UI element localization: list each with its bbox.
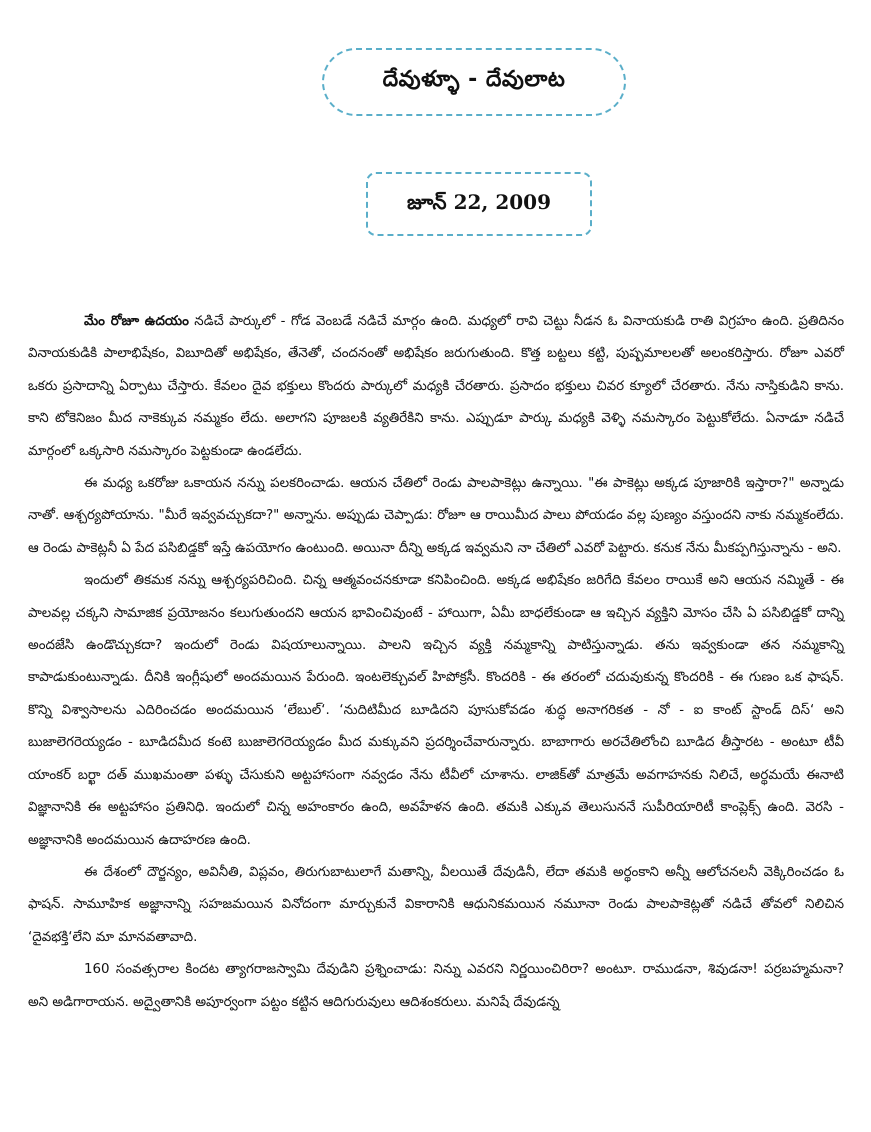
article-body [28, 306, 844, 1019]
title-box [322, 48, 626, 116]
post-date: జూన్ 22, 2009 [407, 189, 551, 214]
paragraph-5: 160 సంవత్సరాల కిందట త్యాగరాజస్వామి దేవుడిని ప్రశ్నించాడు: నిన్ను ఎవరని నిర్ణయించిరిరా? అంటూ. రాముడనా, శివుడనా! పర్రబహ్మమనా? అని అడిగారాయన. అద్వైతానికి అపూర్వంగా పట్టం కట్టిన ఆదిగురువులు ఆదిశంకరులు. మనిషే దేవుడన్న [28, 962, 844, 1010]
date-box [366, 172, 592, 236]
paragraph-3: ఇందులో తికమక నన్ను ఆశ్చర్యపరిచింది. చిన్న ఆత్మవంచనకూడా కనిపించింది. అక్కడ అభిషేకం జరిగేది కేవలం రాయికే అని ఆయన నమ్మితే - ఈ పాలవల్ల చక్కని సామాజిక ప్రయోజనం కలుగుతుందని ఆయన భావించివుంటే - హాయిగా, ఏమీ బాధలేకుండా ఆ ఇచ్చిన వ్యక్తిని మోసం చేసి ఏ పసిబిడ్డకో దాన్ని అందజేసి ఉండొచ్చుకదా? ఇందులో రెండు విషయాలున్నాయి. పాలని ఇచ్చిన వ్యక్తి నమ్మకాన్ని పాటిస్తున్నాడు. తను ఇవ్వకుండా తన నమ్మకాన్ని కాపాడుకుంటున్నాడు. దీనికి ఇంగ్లీషులో అందమయిన పేరుంది. ఇంటలెక్చువల్ హిపోక్రసీ. కొందరికి - ఈ తరంలో చదువుకున్న కొందరికి - ఈ గుణం ఒక ఫాషన్. కొన్ని విశ్వాసాలను ఎదిరించడం అందమయిన ‘లేబుల్‘. ‘నుదిటిమీద బూడిదని పూసుకోవడం శుద్ధ అనాగరికత - నో - ఐ కాంట్ స్టాండ్ దిస్‘ అని బుజాలెగరెయ్యడం - బూడిదమీద కంటె బుజాలెగరెయ్యడం మీద మక్కువని ప్రదర్శించేవారున్నారు. బాబాగారు అరచేతిలోంచి బూడిద తీస్తారట - అంటూ టీవీ యాంకర్ బర్ఖా దత్ ముఖమంతా పళ్ళు చేసుకుని అట్టహాసంగా నవ్వడం నేను టీవీలో చూశాను. లాజిక్‌తో మాత్రమే అవగాహనకు నిలిచే, అర్థమయే ఈనాటి విజ్ఞానానికి ఈ అట్టహాసం ప్రతినిధి. ఇందులో చిన్న అహంకారం ఉంది, అవహేళన ఉంది. తమకి ఎక్కువ తెలుసుననే సుపీరియారిటీ కాంప్లెక్స్ ఉంది. వెరసి - అజ్ఞానానికి అందమయిన ఉదాహరణ ఉంది. [28, 573, 844, 848]
paragraph-1-text: నడిచే పార్కులో - గోడ వెంబడే నడిచే మార్గం ఉంది. మధ్యలో రావి చెట్టు నీడన ఓ వినాయకుడి రాతి విగ్రహం ఉంది. ప్రతిదినం వినాయకుడికి పాలాభిషేకం, విబూదితో అభిషేకం, తేనెతో, చందనంతో అభిషేకం జరుగుతుంది. కొత్త బట్టలు కట్టి, పుష్పమాలలతో అలంకరిస్తారు. రోజూ ఎవరో ఒకరు ప్రసాదాన్ని ఏర్పాటు చేస్తారు. కేవలం దైవ భక్తులు కొందరు పార్కులో మధ్యకి చేరతారు. ప్రసాదం భక్తులు చివర క్యూలో చేరతారు. నేను నాస్తికుడిని కాను. కాని టోకెనిజం మీద నాకెక్కువ నమ్మకం లేదు. అలాగని పూజలకి వ్యతిరేకిని కాను. ఎప్పుడూ పార్కు మధ్యకి వెళ్ళి నమస్కారం పెట్టుకోలేదు. ఏనాడూ నడిచే మార్గంలో ఒక్కసారి నమస్కారం పెట్టకుండా ఉండలేదు. [28, 314, 845, 459]
paragraph-lead: మేం రోజూ ఉదయం [84, 314, 189, 329]
paragraph-2: ఈ మధ్య ఒకరోజు ఒకాయన నన్ను పలకరించాడు. ఆయన చేతిలో రెండు పాలపాకెట్లు ఉన్నాయి. "ఈ పాకెట్లు అక్కడ పూజారికి ఇస్తారా?" అన్నాడు నాతో. ఆశ్చర్యపోయాను. "మీరే ఇవ్వవచ్చుకదా?" అన్నాను. అప్పుడు చెప్పాడు: రోజూ ఆ రాయిమీద పాలు పోయడం వల్ల పుణ్యం వస్తుందని నాకు నమ్మకంలేదు. ఆ రెండు పాకెట్లనీ ఏ పేద పసిబిడ్డకో ఇస్తే ఉపయోగం ఉంటుంది. అయినా దీన్ని అక్కడ ఇవ్వమని నా చేతిలో ఎవరో పెట్టారు. కనుక నేను మీకప్పగిస్తున్నాను - అని. [28, 476, 844, 556]
paragraph-1 [28, 306, 844, 468]
page-title: దేవుళ్ళూ - దేవులాట [382, 67, 566, 92]
paragraph-4: ఈ దేశంలో దౌర్జన్యం, అవినీతి, విప్లవం, తిరుగుబాటులాగే మతాన్ని, వీలయితే దేవుడినీ, లేదా తమకి అర్థంకాని అన్నీ ఆలోచనలనీ వెక్కిరించడం ఓ ఫాషన్. సామూహిక అజ్ఞానాన్ని సహజమయిన వినోదంగా మార్చుకునే వికారానికి ఆధునికమయిన నమూనా రెండు పాలపాకెట్లతో నడిచే తోవలో నిలిచిన ‘దైవభక్తి‘లేని మా మానవతావాది. [28, 864, 844, 945]
